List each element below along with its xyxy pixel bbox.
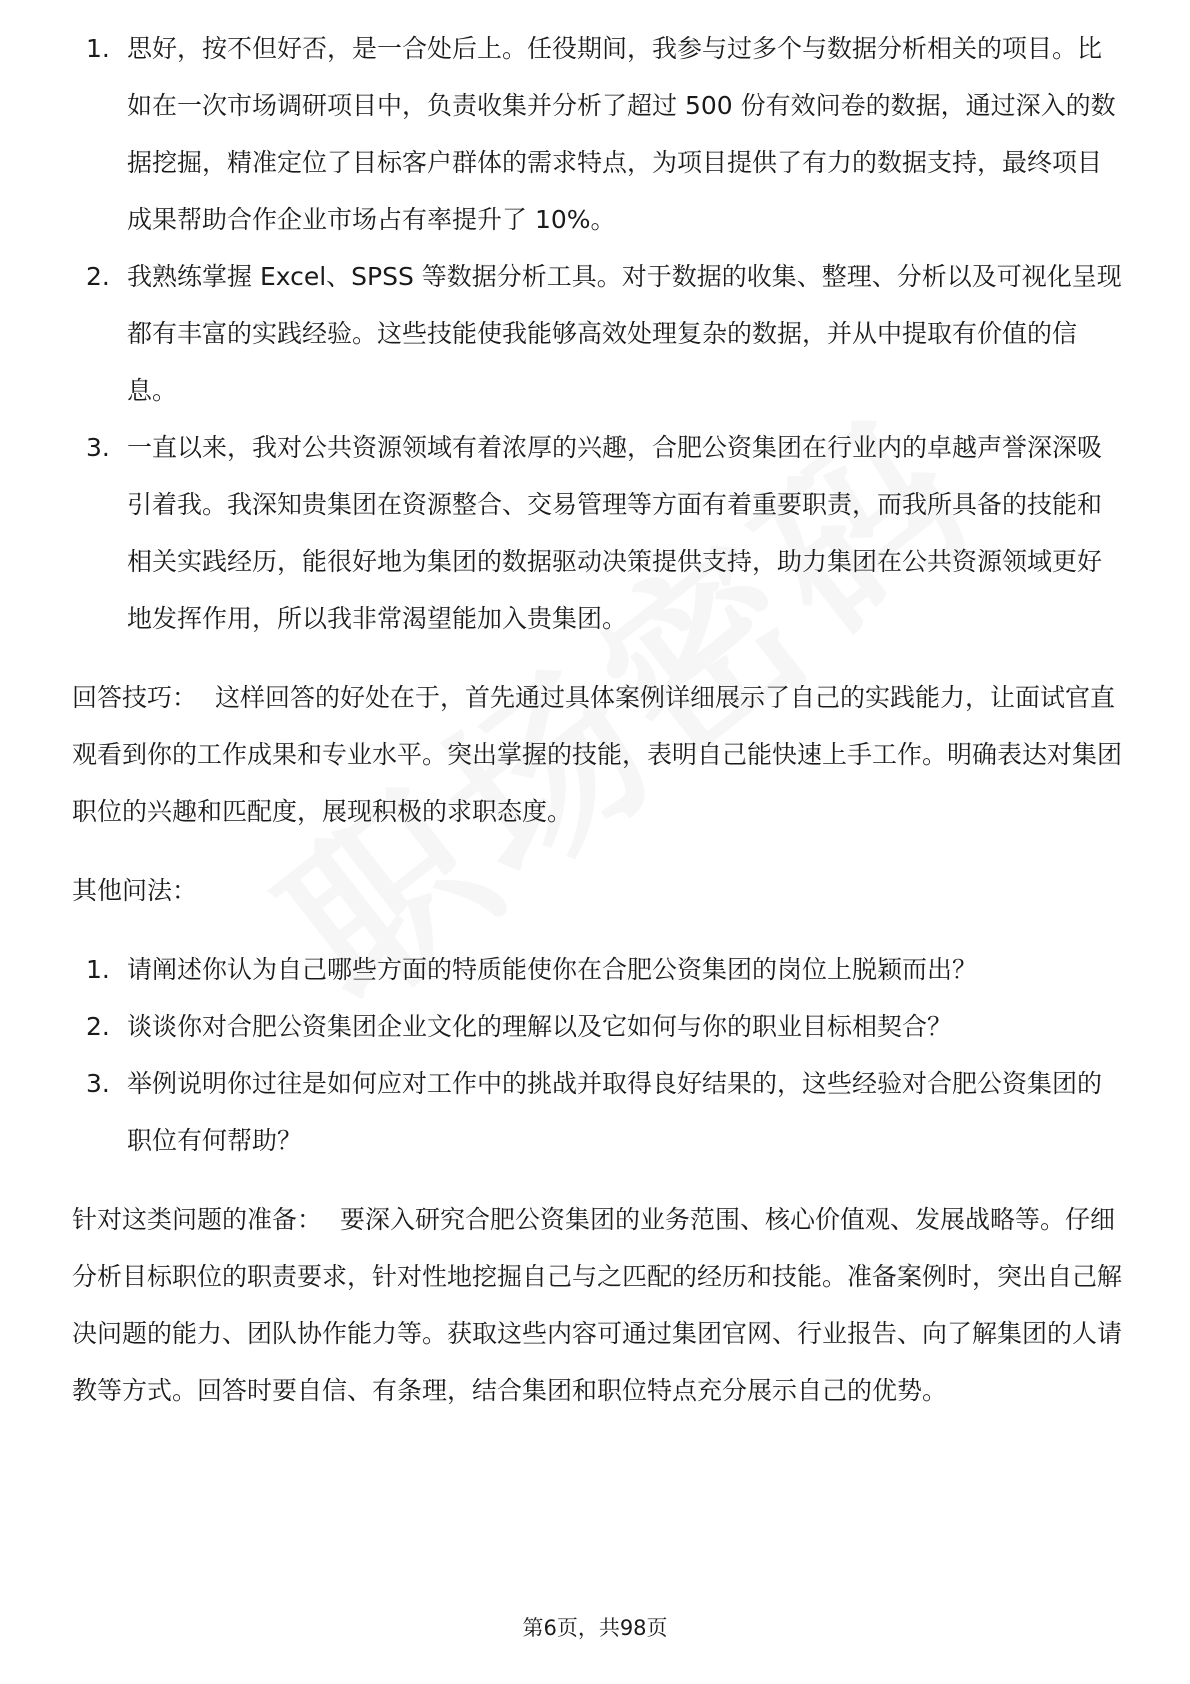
other-questions-heading: 其他问法：	[72, 876, 198, 905]
tip-text: 这样回答的好处在于，首先通过具体案例详细展示了自己的实践能力，让面试官直观看到你的工作成果和专业水平。突出掌握的技能，表明自己能快速上手工作。明确表达对集团职位的兴趣和匹配度，展现积极的求职态度。	[72, 683, 1123, 826]
answer-tip	[72, 669, 1122, 840]
list-number: 3.	[86, 433, 110, 462]
other-questions-list	[72, 941, 1122, 1169]
list-number: 1.	[86, 955, 110, 984]
list-number: 2.	[86, 1012, 110, 1041]
list-item-text: 举例说明你过往是如何应对工作中的挑战并取得良好结果的，这些经验对合肥公资集团的职位有何帮助？	[127, 1069, 1103, 1155]
list-number: 2.	[86, 262, 110, 291]
list-number: 1.	[86, 34, 110, 63]
tip-label: 回答技巧：	[72, 683, 198, 712]
list-number: 3.	[86, 1069, 110, 1098]
list-item	[72, 941, 1122, 998]
list-item	[72, 248, 1122, 419]
list-item	[72, 20, 1122, 248]
page-number: 第6页，共98页	[522, 1616, 668, 1640]
list-item-text: 我熟练掌握 Excel、SPSS 等数据分析工具。对于数据的收集、整理、分析以及可视化呈现都有丰富的实践经验。这些技能使我能够高效处理复杂的数据，并从中提取有价值的信息。	[127, 262, 1122, 405]
list-item-text: 一直以来，我对公共资源领域有着浓厚的兴趣，合肥公资集团在行业内的卓越声誉深深吸引着我。我深知贵集团在资源整合、交易管理等方面有着重要职责，而我所具备的技能和相关实践经历，能很好地为集团的数据驱动决策提供支持，助力集团在公共资源领域更好地发挥作用，所以我非常渴望能加入贵集团。	[127, 433, 1103, 633]
prep-text: 要深入研究合肥公资集团的业务范围、核心价值观、发展战略等。仔细分析目标职位的职责要求，针对性地挖掘自己与之匹配的经历和技能。准备案例时，突出自己解决问题的能力、团队协作能力等。获取这些内容可通过集团官网、行业报告、向了解集团的人请教等方式。回答时要自信、有条理，结合集团和职位特点充分展示自己的优势。	[72, 1205, 1123, 1405]
list-item-text: 谈谈你对合肥公资集团企业文化的理解以及它如何与你的职业目标相契合？	[127, 1012, 953, 1041]
list-item	[72, 419, 1122, 647]
list-item-text: 思好，按不但好否，是一合处后上。任役期间，我参与过多个与数据分析相关的项目。比如在一次市场调研项目中，负责收集并分析了超过 500 份有效问卷的数据，通过深入的数据挖掘，精准定位了目标客户群体的需求特点，为项目提供了有力的数据支持，最终项目成果帮助合作企业市场占有率提升了 10%。	[127, 34, 1116, 234]
list-item	[72, 998, 1122, 1055]
preparation-advice	[72, 1191, 1122, 1419]
answer-list	[72, 20, 1122, 647]
prep-label: 针对这类问题的准备：	[72, 1205, 323, 1234]
list-item-text: 请阐述你认为自己哪些方面的特质能使你在合肥公资集团的岗位上脱颖而出？	[127, 955, 978, 984]
page-content	[72, 20, 1122, 1419]
list-item	[72, 1055, 1122, 1169]
